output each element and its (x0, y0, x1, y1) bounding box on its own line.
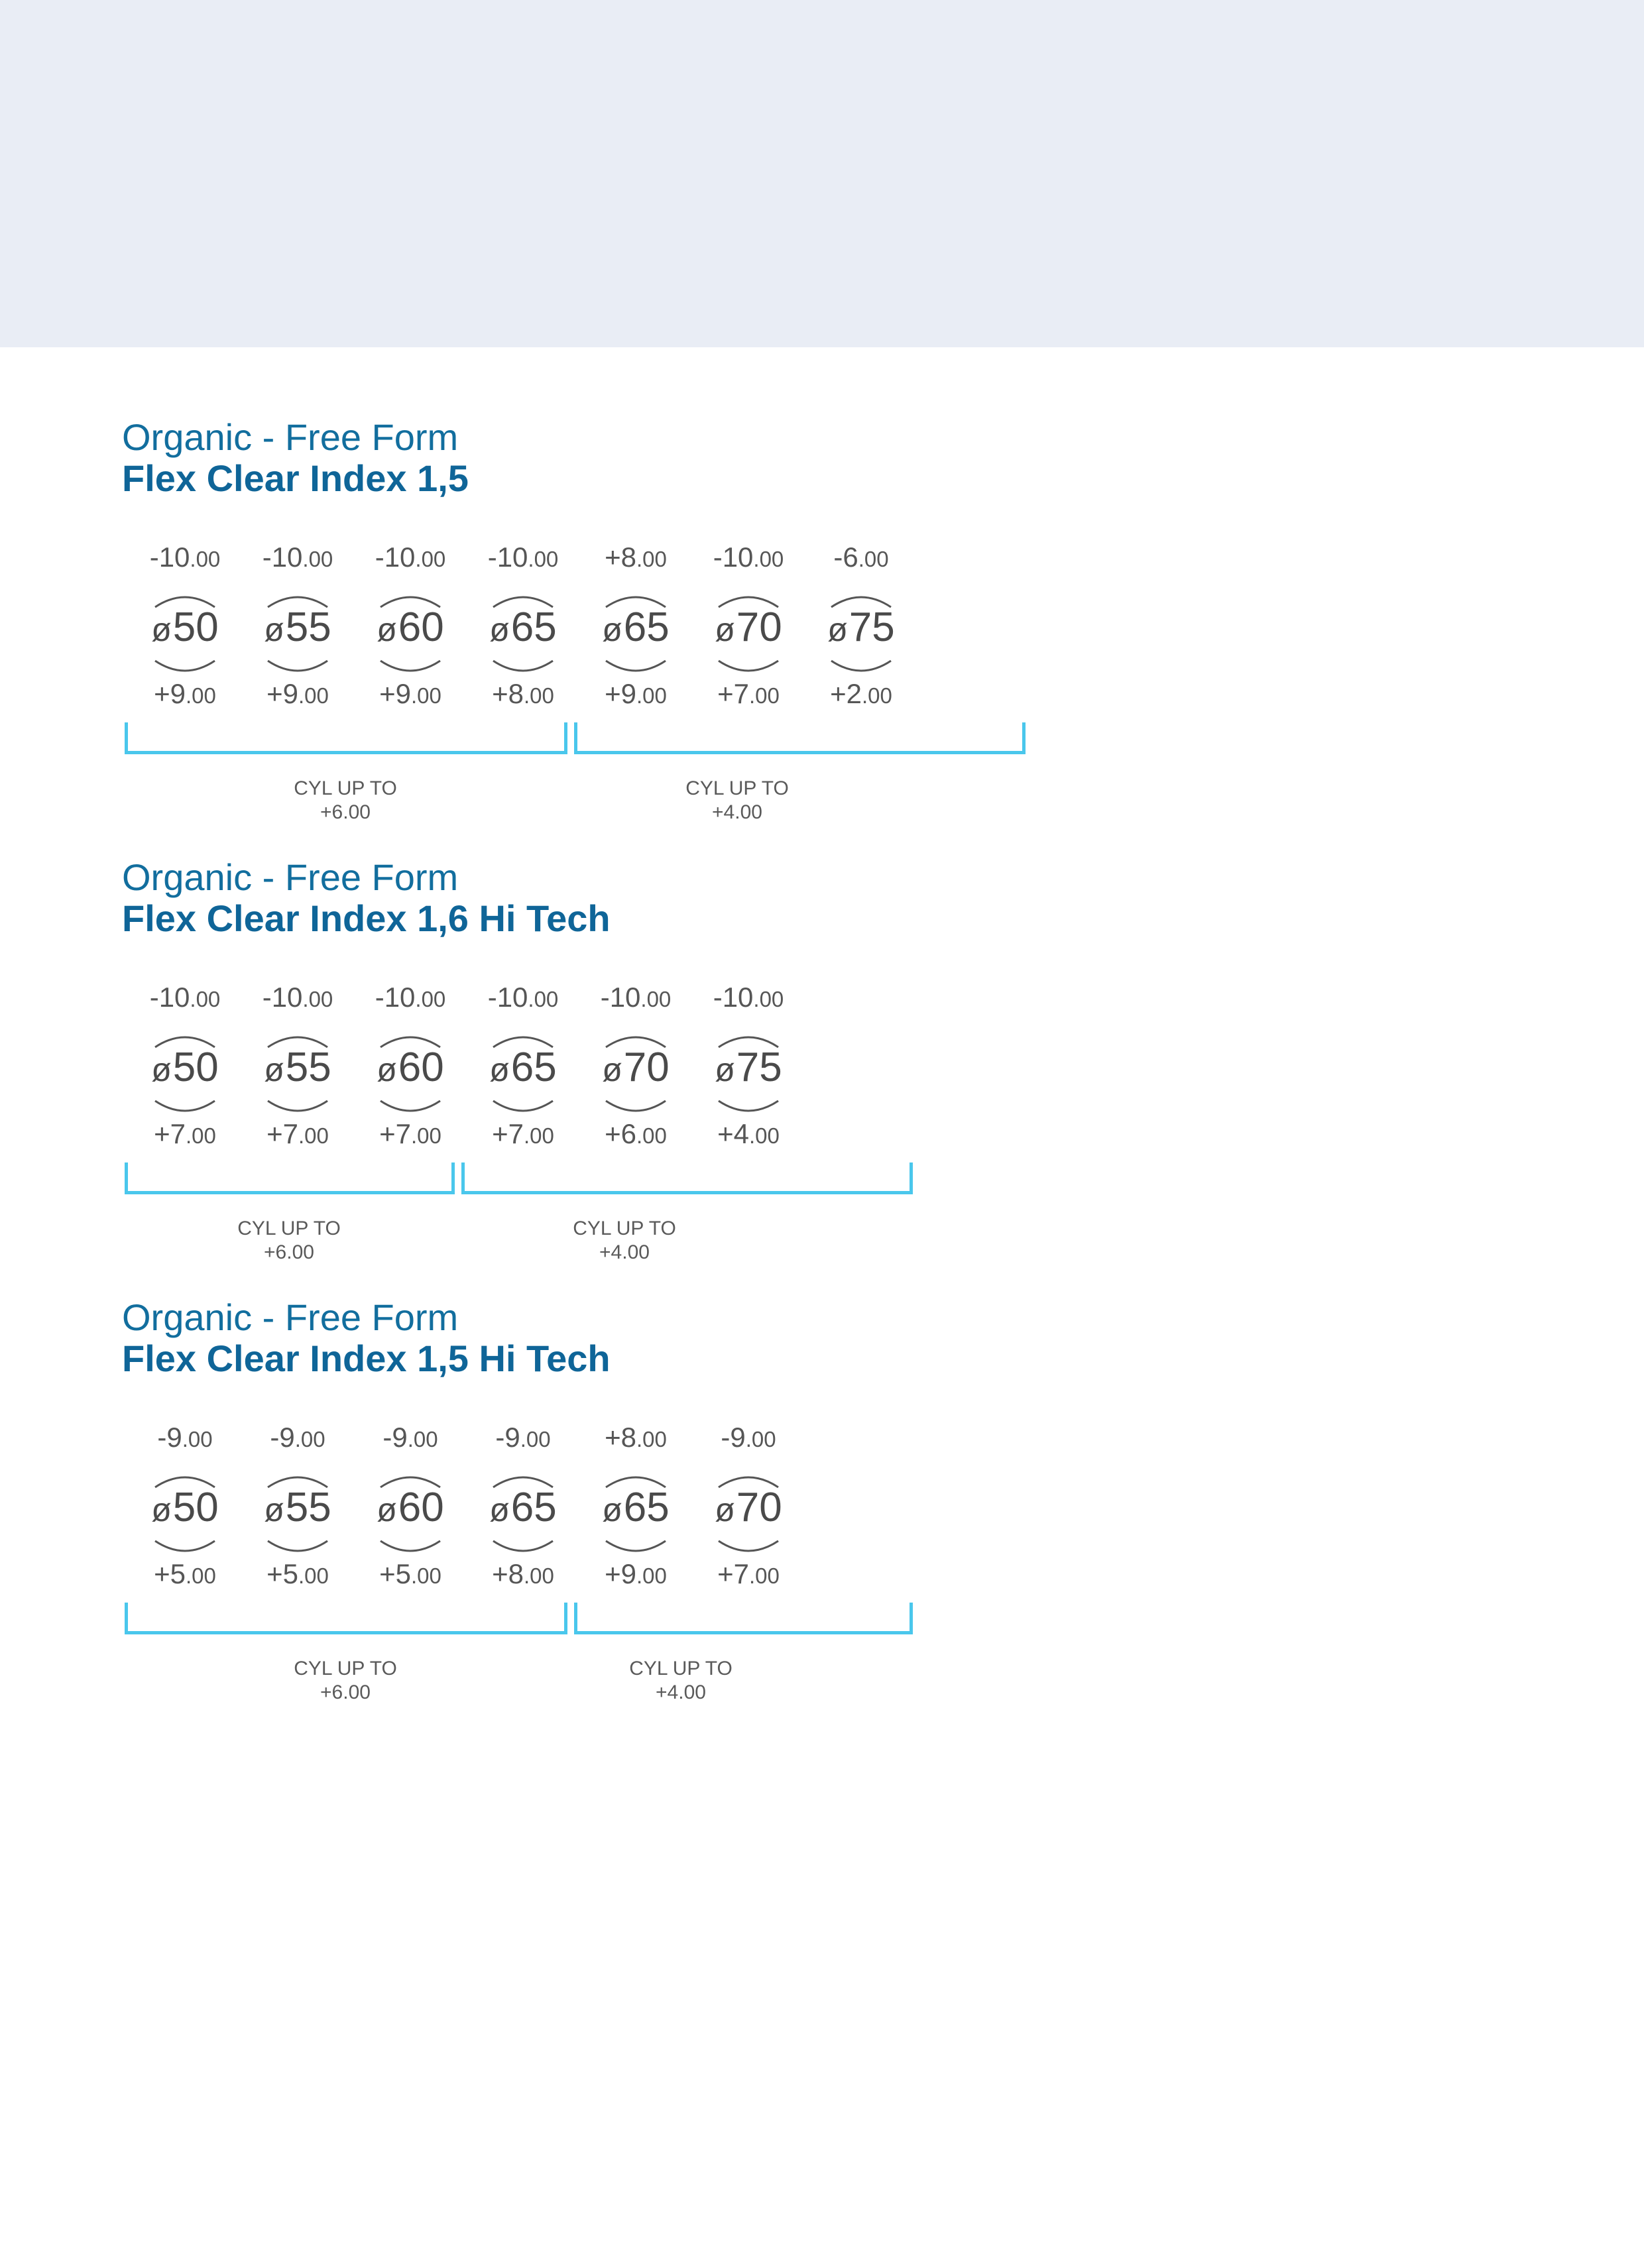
cyl-label: CYL UP TO +6.00 (294, 777, 397, 823)
arc-bottom-icon (379, 659, 442, 675)
diameter: ø65 (602, 604, 670, 650)
diameter: ø70 (602, 1045, 670, 1090)
lens-item (354, 1424, 467, 1596)
arc-bottom-icon (379, 1540, 442, 1556)
power-min: +9.00 (154, 678, 216, 709)
cyl-label: CYL UP TO +4.00 (685, 777, 789, 823)
arc-bottom-icon (491, 1100, 555, 1115)
section-subtitle: Organic - Free Form (122, 856, 459, 898)
power-min: +8.00 (492, 1558, 554, 1589)
power-max: -10.00 (713, 541, 784, 573)
section-title: Flex Clear Index 1,5 Hi Tech (122, 1337, 611, 1379)
lens-item (692, 984, 805, 1156)
arc-bottom-icon (717, 659, 780, 675)
power-max: +8.00 (605, 1422, 667, 1453)
group-bracket (125, 1603, 567, 1634)
group-bracket (461, 1162, 913, 1194)
section-flex-clear-1-5-hi-tech (122, 1296, 984, 1710)
power-max: -9.00 (495, 1422, 551, 1453)
lens-item (805, 543, 917, 716)
arc-bottom-icon (153, 1100, 217, 1115)
power-min: +7.00 (266, 1118, 329, 1149)
diameter: ø50 (151, 604, 219, 650)
section-flex-clear-1-6-hi-tech (122, 856, 984, 1270)
power-max: -9.00 (270, 1422, 325, 1453)
group-bracket (125, 722, 567, 754)
arc-bottom-icon (266, 1100, 329, 1115)
power-min: +9.00 (379, 678, 441, 709)
arc-bottom-icon (153, 1540, 217, 1556)
cyl-label: CYL UP TO +4.00 (573, 1218, 676, 1263)
arc-bottom-icon (491, 659, 555, 675)
diameter: ø75 (827, 604, 895, 650)
lens-item (467, 543, 579, 716)
power-min: +6.00 (605, 1118, 667, 1149)
arc-bottom-icon (266, 659, 329, 675)
section-title: Flex Clear Index 1,5 (122, 457, 469, 499)
arc-bottom-icon (829, 659, 893, 675)
lens-item (579, 984, 692, 1156)
diameter: ø60 (377, 1485, 444, 1530)
group-bracket (125, 1162, 455, 1194)
arc-bottom-icon (379, 1100, 442, 1115)
diameter: ø55 (264, 604, 331, 650)
power-max: -10.00 (149, 982, 221, 1013)
power-min: +7.00 (717, 1558, 780, 1589)
power-max: -10.00 (375, 541, 446, 573)
diameter: ø65 (489, 1485, 557, 1530)
power-max: -10.00 (149, 541, 221, 573)
arc-bottom-icon (153, 659, 217, 675)
lens-item (241, 984, 354, 1156)
power-max: -10.00 (600, 982, 672, 1013)
power-min: +2.00 (830, 678, 892, 709)
lens-item (579, 1424, 692, 1596)
power-min: +5.00 (266, 1558, 329, 1589)
diameter: ø75 (715, 1045, 782, 1090)
power-max: -10.00 (262, 541, 333, 573)
lens-item (467, 1424, 579, 1596)
power-min: +8.00 (492, 678, 554, 709)
section-title: Flex Clear Index 1,6 Hi Tech (122, 897, 611, 939)
diameter: ø60 (377, 604, 444, 650)
diameter: ø65 (489, 604, 557, 650)
diameter: ø65 (602, 1485, 670, 1530)
power-max: +8.00 (605, 541, 667, 573)
lens-item (467, 984, 579, 1156)
group-bracket (574, 1603, 913, 1634)
diameter: ø65 (489, 1045, 557, 1090)
lens-item (129, 984, 241, 1156)
lens-item (354, 543, 467, 716)
lens-item (129, 1424, 241, 1596)
lens-item (354, 984, 467, 1156)
lens-item (579, 543, 692, 716)
power-min: +5.00 (379, 1558, 441, 1589)
power-max: -9.00 (721, 1422, 776, 1453)
diameter: ø55 (264, 1485, 331, 1530)
arc-bottom-icon (604, 1100, 668, 1115)
cyl-label: CYL UP TO +4.00 (629, 1658, 733, 1703)
lens-item (692, 1424, 805, 1596)
section-subtitle: Organic - Free Form (122, 416, 459, 458)
lens-item (129, 543, 241, 716)
power-min: +9.00 (605, 678, 667, 709)
cyl-label: CYL UP TO +6.00 (294, 1658, 397, 1703)
section-flex-clear-1-5 (122, 416, 984, 830)
power-max: -10.00 (487, 541, 559, 573)
power-max: -10.00 (375, 982, 446, 1013)
arc-bottom-icon (266, 1540, 329, 1556)
power-max: -10.00 (713, 982, 784, 1013)
power-min: +9.00 (605, 1558, 667, 1589)
power-max: -9.00 (382, 1422, 438, 1453)
diameter: ø60 (377, 1045, 444, 1090)
arc-bottom-icon (604, 659, 668, 675)
arc-bottom-icon (491, 1540, 555, 1556)
power-max: -10.00 (262, 982, 333, 1013)
power-min: +4.00 (717, 1118, 780, 1149)
arc-bottom-icon (717, 1100, 780, 1115)
arc-bottom-icon (717, 1540, 780, 1556)
diameter: ø70 (715, 604, 782, 650)
power-min: +7.00 (717, 678, 780, 709)
diameter: ø50 (151, 1485, 219, 1530)
diameter: ø50 (151, 1045, 219, 1090)
power-min: +5.00 (154, 1558, 216, 1589)
power-min: +7.00 (379, 1118, 441, 1149)
power-max: -6.00 (833, 541, 889, 573)
power-max: -9.00 (157, 1422, 213, 1453)
section-subtitle: Organic - Free Form (122, 1296, 459, 1338)
group-bracket (574, 722, 1026, 754)
diameter: ø55 (264, 1045, 331, 1090)
header-band (0, 0, 1644, 347)
diameter: ø70 (715, 1485, 782, 1530)
power-max: -10.00 (487, 982, 559, 1013)
power-min: +7.00 (154, 1118, 216, 1149)
power-min: +7.00 (492, 1118, 554, 1149)
power-min: +9.00 (266, 678, 329, 709)
lens-item (692, 543, 805, 716)
lens-item (241, 1424, 354, 1596)
lens-item (241, 543, 354, 716)
arc-bottom-icon (604, 1540, 668, 1556)
cyl-label: CYL UP TO +6.00 (237, 1218, 341, 1263)
